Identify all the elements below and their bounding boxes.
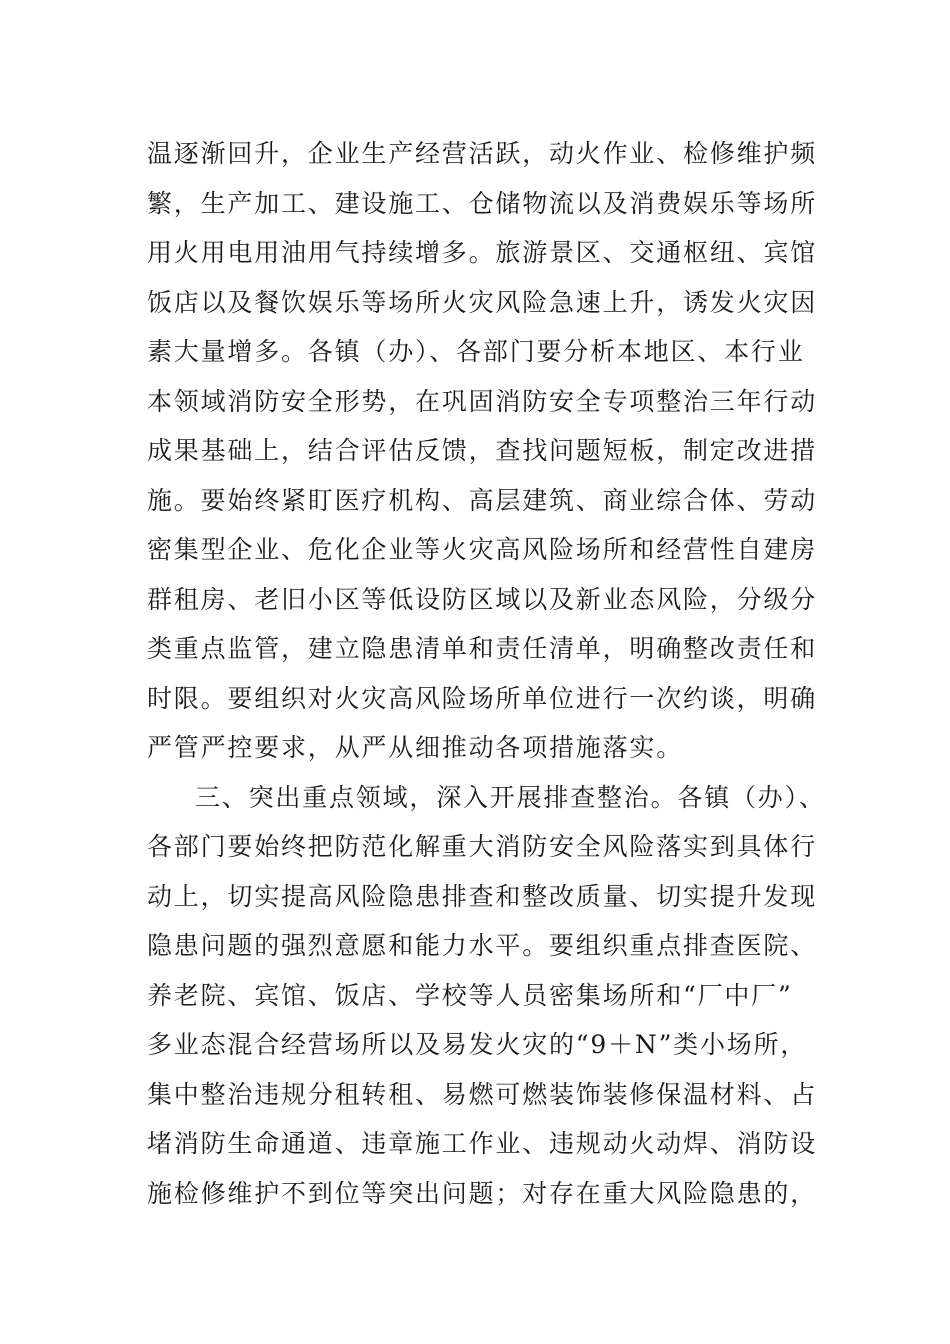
text-line: 温逐渐回升，企业生产经营活跃，动火作业、检修维护频 <box>147 139 818 168</box>
text-line: 施。要始终紧盯医疗机构、高层建筑、商业综合体、劳动 <box>147 485 818 515</box>
text-line: 集中整治违规分租转租、易燃可燃装饰装修保温材料、占 <box>147 1079 818 1109</box>
text-line: 养老院、宾馆、饭店、学校等人员密集场所和“厂中厂” <box>147 980 793 1010</box>
section-heading-line: 三、突出重点领域，深入开展排查整治。各镇（办）、 <box>195 782 826 812</box>
text-line: 繁，生产加工、建设施工、仓储物流以及消费娱乐等场所 <box>147 188 818 218</box>
text-line: 类重点监管，建立隐患清单和责任清单，明确整改责任和 <box>147 634 818 663</box>
text-line: 饭店以及餐饮娱乐等场所火灾风险急速上升，诱发火灾因 <box>147 287 818 317</box>
text-line: 隐患问题的强烈意愿和能力水平。要组织重点排查医院、 <box>147 931 818 960</box>
text-line: 用火用电用油用气持续增多。旅游景区、交通枢纽、宾馆 <box>147 238 818 267</box>
text-line: 成果基础上，结合评估反馈，查找问题短板，制定改进措 <box>147 436 818 465</box>
text-line: 多业态混合经营场所以及易发火灾的“9＋N”类小场所， <box>147 1030 808 1059</box>
text-line: 各部门要始终把防范化解重大消防安全风险落实到具体行 <box>147 832 818 861</box>
text-line: 施检修维护不到位等突出问题；对存在重大风险隐患的， <box>147 1178 818 1208</box>
text-line: 严管严控要求，从严从细推动各项措施落实。 <box>147 733 684 762</box>
body-text <box>147 132 827 1221</box>
text-line: 素大量增多。各镇（办）、各部门要分析本地区、本行业 <box>147 337 805 366</box>
text-line: 群租房、老旧小区等低设防区域以及新业态风险，分级分 <box>147 584 818 614</box>
text-line: 时限。要组织对火灾高风险场所单位进行一次约谈，明确 <box>147 683 818 713</box>
text-line: 动上，切实提高风险隐患排查和整改质量、切实提升发现 <box>147 881 818 911</box>
text-line: 密集型企业、危化企业等火灾高风险场所和经营性自建房 <box>147 535 818 564</box>
text-line: 堵消防生命通道、违章施工作业、违规动火动焊、消防设 <box>147 1129 818 1158</box>
text-line: 本领域消防安全形势，在巩固消防安全专项整治三年行动 <box>147 386 818 416</box>
